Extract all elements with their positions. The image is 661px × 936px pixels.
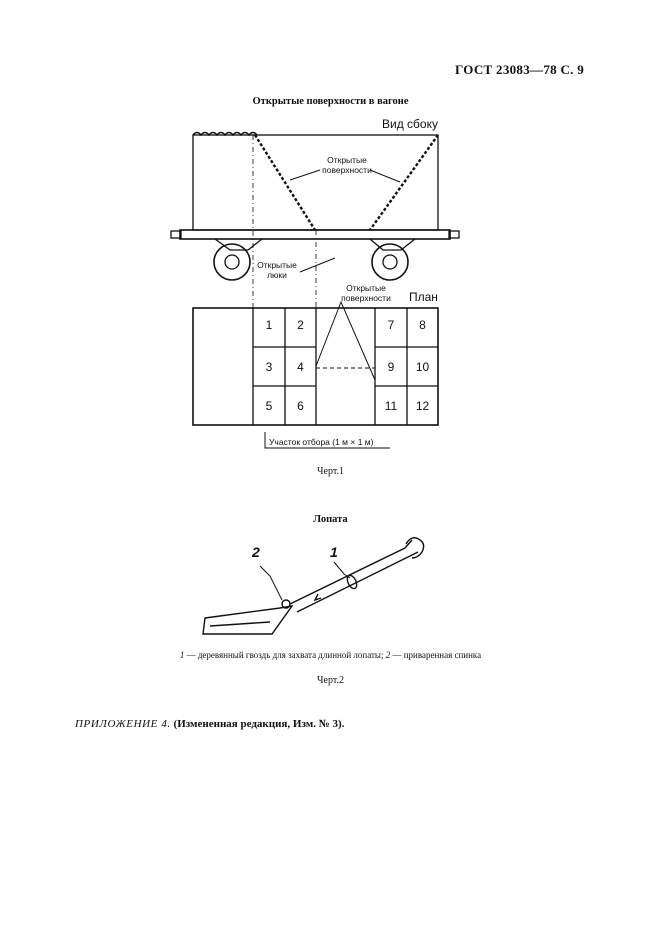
side-view-label: Вид сбоку <box>382 117 438 131</box>
cell-2: 2 <box>297 318 304 332</box>
cell-5: 5 <box>265 399 273 413</box>
shovel-blade <box>203 606 292 634</box>
shovel-marker-1: 1 <box>330 544 338 560</box>
sampling-area-label: Участок отбора (1 м × 1 м) <box>269 437 374 447</box>
cell-12: 12 <box>415 399 430 413</box>
cell-3: 3 <box>265 360 273 374</box>
cell-8: 8 <box>419 318 426 332</box>
cell-10: 10 <box>415 360 430 374</box>
cell-9: 9 <box>387 360 395 374</box>
page-header: ГОСТ 23083—78 С. 9 <box>455 62 585 77</box>
shovel-handle <box>290 548 410 612</box>
figure2-legend: 1 — деревянный гвоздь для захвата длинной лопаты; 2 — приваренная спинка <box>179 650 482 660</box>
cell-4: 4 <box>297 360 304 374</box>
cell-6: 6 <box>297 399 304 413</box>
appendix-label: ПРИЛОЖЕНИЕ 4. <box>75 718 171 730</box>
cell-11: 11 <box>384 399 398 413</box>
plan-open-surfaces-label: Открытые поверхности <box>341 283 391 303</box>
shovel-marker-2: 2 <box>252 544 260 560</box>
open-surfaces-label: Открытые поверхности <box>322 155 372 175</box>
cell-1: 1 <box>265 318 273 332</box>
appendix-edition: (Измененная редакция, Изм. № 3). <box>170 718 345 730</box>
figure2-caption: Черт.2 <box>317 675 344 686</box>
appendix-note <box>75 718 344 730</box>
plan-label: План <box>409 290 438 304</box>
figure2-title: Лопата <box>313 514 348 525</box>
figure1-caption: Черт.1 <box>317 466 344 477</box>
cell-7: 7 <box>387 318 395 332</box>
figure1-title: Открытые поверхности в вагоне <box>252 96 409 107</box>
open-hatches-label: Открытые люки <box>257 260 297 280</box>
